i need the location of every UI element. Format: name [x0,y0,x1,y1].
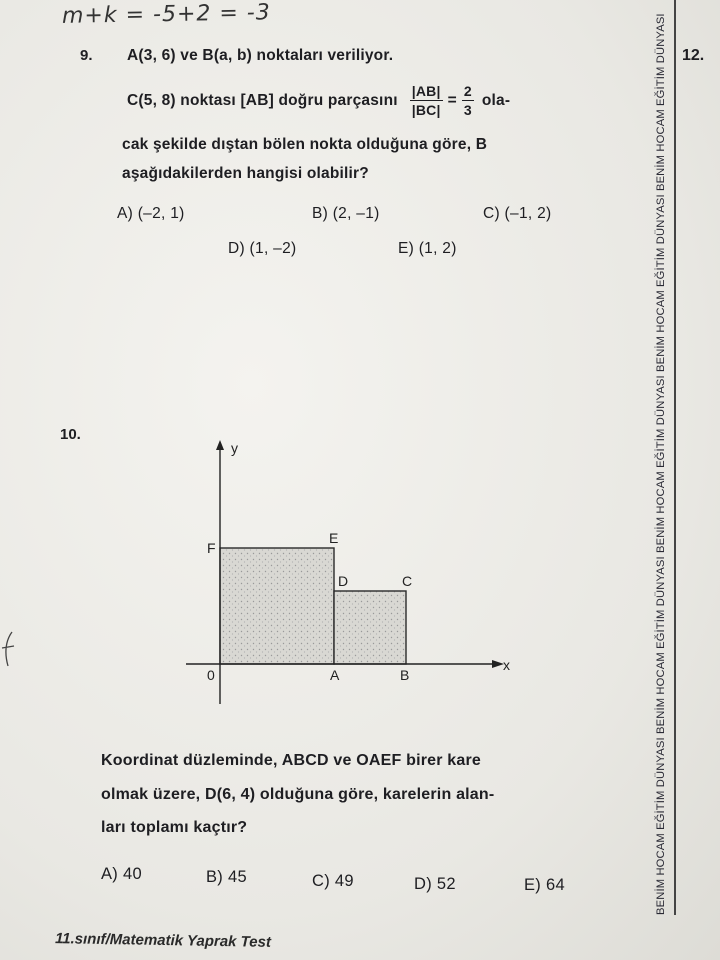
label-e: E [329,530,339,546]
label-x: x [503,657,510,673]
q10-number: 10. [60,426,81,443]
q9-line2-post: ola- [481,91,511,109]
q10-option-a[interactable]: A) 40 [101,865,142,883]
label-c: C [402,573,413,589]
brand-vertical-text: BENİM HOCAM EĞİTİM DÜNYASI BENİM HOCAM EĞİTİM DÜNYASI BENİM HOCAM EĞİTİM DÜNYASI BENİM HOCAM EĞİTİM DÜNYASI BENİM HOCAM EĞİTİM DÜNYASI [655,13,667,915]
q10-option-d[interactable]: D) 52 [414,875,456,893]
pen-mark [0,630,20,670]
label-f: F [207,540,216,556]
q10-option-c[interactable]: C) 49 [312,872,354,890]
label-y: y [231,440,238,456]
label-origin: 0 [207,667,215,683]
q9-option-a[interactable]: A) (–2, 1) [117,205,185,222]
y-axis-arrow-icon [216,440,224,450]
q9-line1: A(3, 6) ve B(a, b) noktaları veriliyor. [127,47,394,64]
q9-line2 [127,82,510,119]
equals-sign: = [447,91,457,109]
q9-number: 9. [80,47,93,64]
q10-line2: olmak üzere, D(6, 4) olduğuna göre, karelerin alan- [101,786,495,803]
q9-line2-pre: C(5, 8) noktası [AB] doğru parçasını [127,91,398,109]
label-a: A [330,667,340,683]
bleed-through-text [150,340,154,356]
ratio-fraction [410,82,443,119]
value-numerator: 2 [463,83,472,99]
label-d: D [338,573,349,589]
square-abcd [334,591,406,664]
brand-sidebar [648,0,676,915]
footer-title: 11.sınıf/Matematik Yaprak Test [54,930,272,951]
q10-line3: ları toplamı kaçtır? [101,819,248,836]
label-b: B [400,667,410,683]
value-fraction [462,82,474,119]
fraction-numerator: |AB| [411,83,441,99]
value-denominator: 3 [463,102,472,118]
q10-option-e[interactable]: E) 64 [524,876,565,894]
q9-line3: cak şekilde dıştan bölen nokta olduğuna göre, B [122,136,488,153]
q10-option-b[interactable]: B) 45 [206,868,247,886]
squares-figure [180,432,520,712]
fraction-denominator: |BC| [411,102,441,118]
q10-line1: Koordinat düzleminde, ABCD ve OAEF birer kare [101,752,482,769]
handwritten-note: m+k = -5+2 = -3 [61,0,271,29]
q12-number: 12. [682,47,705,64]
q9-option-b[interactable]: B) (2, –1) [312,205,380,222]
q9-option-d[interactable]: D) (1, –2) [228,240,297,257]
q9-line4: aşağıdakilerden hangisi olabilir? [122,165,369,182]
square-oaef [220,548,334,664]
q9-option-e[interactable]: E) (1, 2) [398,240,457,257]
q9-option-c[interactable]: C) (–1, 2) [483,205,552,222]
